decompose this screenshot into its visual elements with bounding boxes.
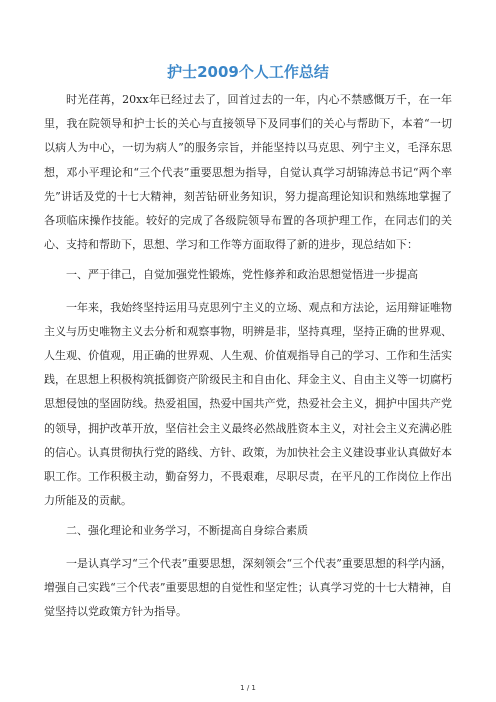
document-title: 护士2009个人工作总结 [167,63,329,81]
section-1-paragraph: 一年来，我始终坚持运用马克思列宁主义的立场、观点和方法论，运用辩证唯物主义与历史唯物主义去分析和观察事物，明辨是非，坚持真理，坚持正确的世界观、人生观、价值观，用正确的世界观、人生观、价值观指导自己的学习、工作和生活实践，在思想上积极构筑抵御资产阶级民主和自由化、拜金主义、自由主义等一切腐朽思想侵蚀的坚固防线。热爱祖国，热爱中国共产党，热爱社会主义，拥护中国共产党的领导，拥护改革开放，坚信社会主义最终必然战胜资本主义，对社会主义充满必胜的信心。认真贯彻执行党的路线、方针、政策，为加快社会主义建设事业认真做好本职工作。工作积极主动，勤奋努力，不畏艰难，尽职尽责，在平凡的工作岗位上作出力所能及的贡献。 [44,300,452,508]
section-2-paragraph: 一是认真学习“三个代表”重要思想，深刻领会“三个代表”重要思想的科学内涵，增强自己实践“三个代表”重要思想的自觉性和坚定性；认真学习党的十七大精神，自觉坚持以党政策方针为指导。 [44,556,452,619]
page-indicator: 1 / 1 [240,684,256,692]
section-heading-2: 二、强化理论和业务学习，不断提高自身综合素质 [66,524,308,538]
intro-paragraph: 时光荏苒，20xx年已经过去了，回首过去的一年，内心不禁感慨万千，在一年里，我在院领导和护士长的关心与直接领导下及同事们的关心与帮助下，本着“一切以病人为中心，一切为病人”的服务宗旨，并能坚持以马克思、列宁主义，毛泽东思想，邓小平理论和“三个代表”重要思想为指导，自觉认真学习胡锦涛总书记“两个率先”讲话及党的十七大精神，刻苦钻研业务知识，努力提高理论知识和熟练地掌握了各项临床操作技能。较好的完成了各级院领导布置的各项护理工作，在同志们的关心、支持和帮助下，思想、学习和工作等方面取得了新的进步，现总结如下： [44,93,452,252]
section-heading-1: 一、严于律己，自觉加强党性锻炼，党性修养和政治思想觉悟进一步提高 [66,268,418,282]
